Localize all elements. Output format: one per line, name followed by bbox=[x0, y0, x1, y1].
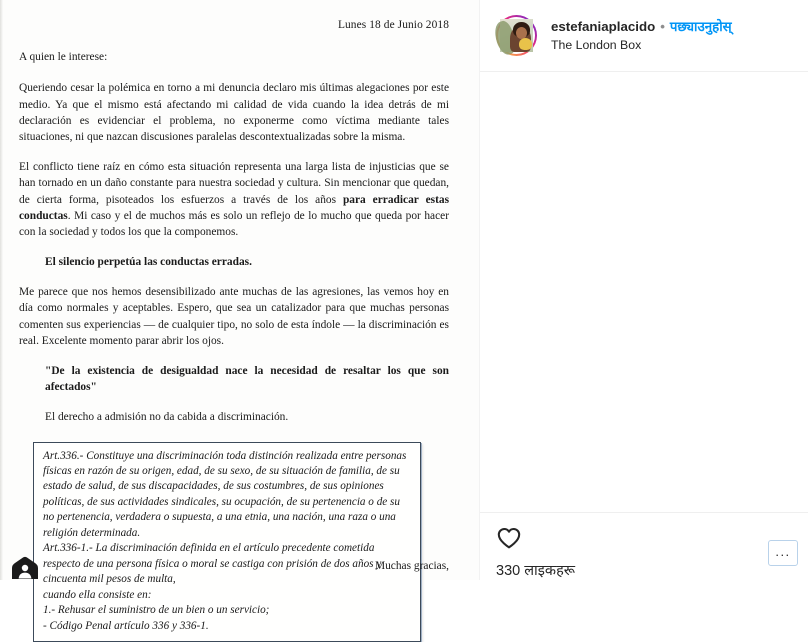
post-actions bbox=[480, 512, 808, 580]
more-options-button[interactable]: ... bbox=[768, 540, 798, 566]
post-username[interactable]: estefaniaplacido bbox=[551, 19, 656, 35]
comments-area bbox=[480, 72, 808, 512]
follow-button[interactable]: पछ्याउनुहोस् bbox=[669, 19, 732, 35]
post-header-text bbox=[551, 19, 732, 52]
like-button[interactable] bbox=[496, 525, 522, 551]
likes-count[interactable]: 330 लाइकहरू bbox=[496, 563, 576, 579]
separator-dot: • bbox=[660, 19, 665, 35]
letter-paragraph-2 bbox=[19, 159, 449, 240]
heart-icon bbox=[496, 525, 522, 551]
avatar-held-object bbox=[519, 38, 532, 50]
paragraph-2-bold: para erradicar estas conductas bbox=[19, 193, 449, 222]
paragraph-2-part-a: El conflicto tiene raíz en cómo esta situación representa una larga lista de injusticias que se han tornado en un daño constante para nuestra sociedad y cultura. Sin mencionar que quedan, de cierta forma, pisoteados los esfuerzos a través de los años bbox=[19, 161, 449, 206]
avatar-story-ring[interactable] bbox=[496, 15, 537, 56]
post-sidebar bbox=[479, 0, 808, 580]
letter-admission-line: El derecho a admisión no da cabida a discriminación. bbox=[45, 411, 289, 424]
letter-date: Lunes 18 de Junio 2018 bbox=[337, 19, 449, 31]
letter-document bbox=[19, 17, 449, 642]
post-location[interactable]: The London Box bbox=[551, 37, 642, 52]
action-buttons-row bbox=[496, 525, 792, 551]
law-line-1: Art.336.- Constituye una discriminación toda distinción realizada entre personas físicas en razón de su origen, edad, de su sexo, de su situación de familia, de su estado de salud, de sus discapacidades, de sus costumbres, de sus opiniones políticas, de sus actividades sindicales, su ocupación, de su pertenencia o de su no pertenencia, verdadera o supuesta, a una etnia, una nación, una raza o una religión determinada. bbox=[43, 449, 407, 539]
law-line-4: 1.- Rehusar el suministro de un bien o un servicio; bbox=[43, 604, 270, 617]
law-citation-box bbox=[33, 442, 421, 642]
letter-paragraph-3: Me parece que nos hemos desensibilizado ante muchas de las agresiones, las vemos hoy en día como normales y aceptables. Espero, que sea un catalizador para que muchas personas comenten sus experiencias — de cualquier tipo, no solo de esta índole — la discriminación es real. Excelente momento parar abrir los ojos. bbox=[19, 286, 449, 347]
post-header bbox=[480, 0, 808, 72]
paragraph-2-part-b: . Mi caso y el de muchos más es solo un reflejo de lo mucho que queda por hacer con la sociedad y todos los que la componemos. bbox=[19, 209, 449, 238]
letter-heading-bold: El silencio perpetúa las conductas erradas. bbox=[45, 256, 252, 269]
letter-salutation: A quien le interese: bbox=[19, 51, 108, 64]
username-row bbox=[551, 19, 732, 35]
letter-closing: Muchas gracias, bbox=[374, 560, 449, 572]
avatar[interactable] bbox=[498, 17, 535, 54]
law-line-2: Art.336-1.- La discriminación definida en el artículo precedente cometida respecto de una persona física o moral se castiga con prisión de dos años y cincuenta mil pesos de multa, bbox=[43, 542, 382, 586]
letter-paragraph-1: Queriendo cesar la polémica en torno a mi denuncia declaro mis últimas alegaciones por este medio. Ya que el mismo está afectando mi calidad de vida cuando la idea detrás de mi declaración es evidenciar el problema, no exponerme como víctima mediante tales situaciones, ni que nazcan discusiones paralelas descontextualizadas sobre la misma. bbox=[19, 82, 449, 143]
law-line-5: - Código Penal artículo 336 y 336-1. bbox=[43, 619, 209, 632]
law-line-3: cuando ella consiste en: bbox=[43, 588, 152, 601]
letter-quote: "De la existencia de desigualdad nace la necesidad de resaltar los que son afectados" bbox=[45, 365, 449, 394]
tagged-people-icon[interactable] bbox=[8, 554, 42, 580]
